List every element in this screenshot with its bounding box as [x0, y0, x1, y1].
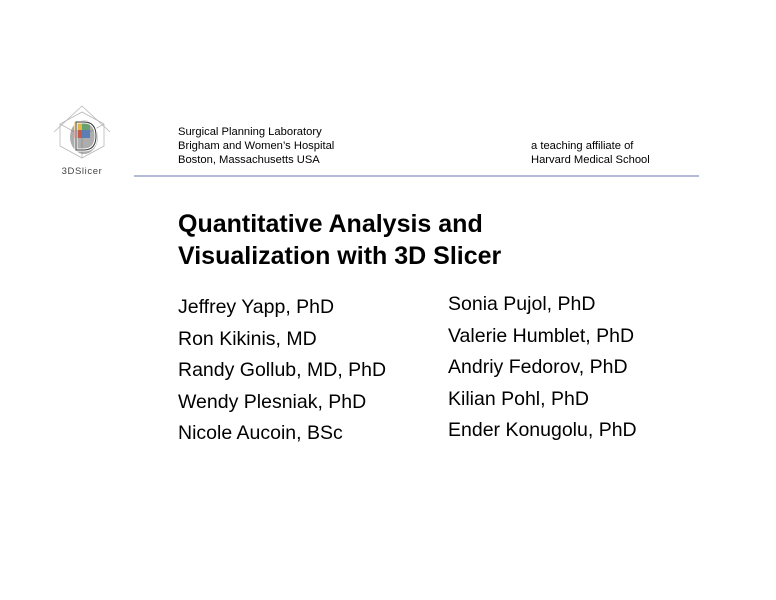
- author-name: Kilian Pohl, PhD: [448, 387, 589, 410]
- affiliation-line: a teaching affiliate of: [531, 140, 634, 152]
- author-list-right: [448, 289, 637, 447]
- slide-title: [178, 208, 501, 272]
- slide-title-line: Visualization with 3D Slicer: [178, 242, 502, 270]
- author-name: Andriy Fedorov, PhD: [448, 356, 628, 378]
- header-divider: [134, 175, 699, 177]
- logo-text: 3DSlicer: [61, 166, 103, 177]
- logo: [50, 104, 114, 182]
- affiliation-block: [531, 139, 650, 167]
- affiliation-line: Harvard Medical School: [531, 154, 650, 166]
- author-name: Randy Gollub, MD, PhD: [178, 359, 387, 381]
- author-name: Sonia Pujol, PhD: [448, 293, 596, 315]
- institution-block: [178, 125, 334, 167]
- 3dslicer-logo-icon: [52, 104, 112, 164]
- institution-line: Surgical Planning Laboratory: [178, 126, 322, 138]
- author-name: Ender Konugolu, PhD: [448, 419, 637, 441]
- author-name: Wendy Plesniak, PhD: [178, 390, 367, 413]
- institution-line: Boston, Massachusetts USA: [178, 154, 320, 166]
- author-name: Jeffrey Yapp, PhD: [178, 296, 335, 318]
- institution-line: Brigham and Women’s Hospital: [178, 140, 335, 152]
- author-name: Valerie Humblet, PhD: [448, 324, 635, 347]
- slide-title-line: Quantitative Analysis and: [178, 210, 483, 238]
- author-name: Ron Kikinis, MD: [178, 327, 317, 350]
- author-name: Nicole Aucoin, BSc: [178, 422, 343, 444]
- author-list-left: [178, 292, 386, 450]
